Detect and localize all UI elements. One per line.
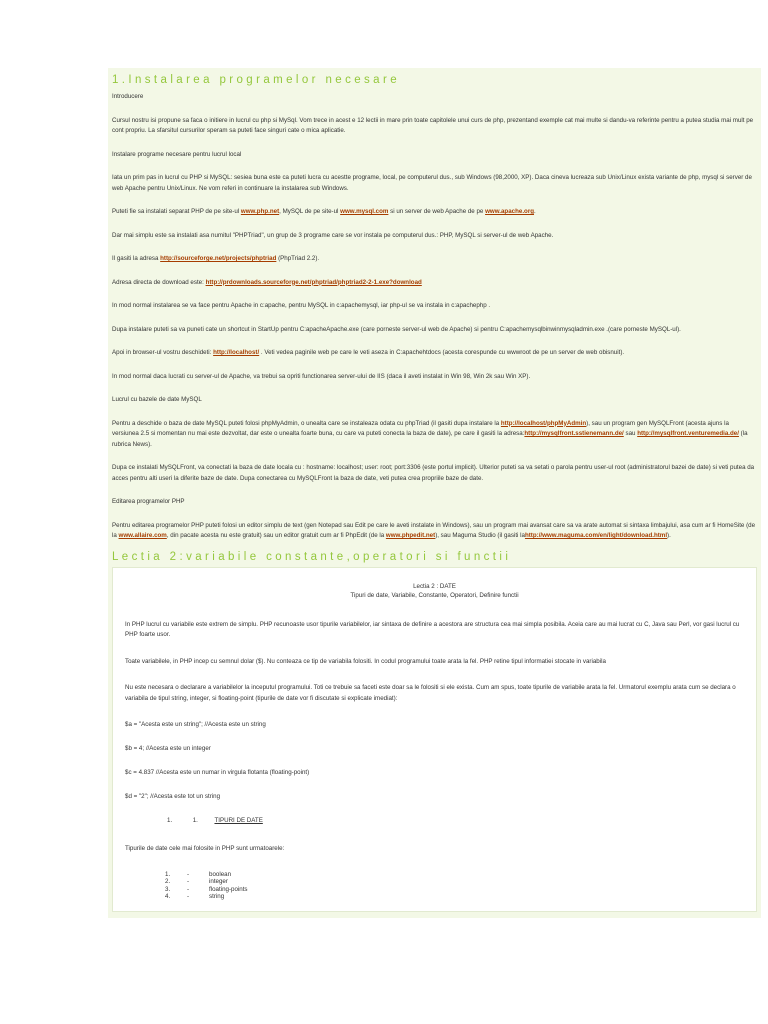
list-item-number: 2. [165,878,171,885]
link-mysqlfront-2[interactable]: http://mysqlfront.venturemedia.de/ [637,430,739,437]
list-item [165,893,744,901]
paragraph-after-install: Dupa instalare puteti sa va puneti cate un shortcut in StartUp pentru C:apacheApache.exe (care porneste server-ul web de Apache) si pentru C:apachemysqlbinwinmysqladmin.exe .(care porneste MySQL-ul). [112,325,681,333]
text: , MySQL de pe site-ul [279,208,341,215]
text: si un server de web Apache de pe [388,208,486,215]
lesson2-content [112,567,757,912]
paragraph-find [112,254,757,265]
text: Puteti fie sa instalati separat PHP de pe site-ul [112,208,241,215]
paragraph-variables: In PHP lucrul cu variabile este extrem de simplu. PHP recunoaste usor tipurile variabilelor, iar sintaxa de definire a acestora are structura cea mai simpla posibila. Aceia care au mai lucrat cu C, Java sau Perl, vor gasi lucrul cu PHP foarte usor. [125,620,740,638]
link-download[interactable]: http://prdownloads.sourceforge.net/phptriad/phptriad2-2-1.exe?download [205,278,422,286]
list-item-label: string [209,893,225,900]
paragraph-phpmyadmin [112,419,757,451]
section-lesson2-panel [108,567,761,918]
link-mysqlfront-1[interactable]: http://mysqlfront.sstienemann.de/ [524,430,624,437]
paragraph-simpler: Dar mai simplu este sa instalati asa numitul "PHPTriad", un grup de 3 programe care se vor instala pe computerul dus.: PHP, MySQL si server-ul de web Apache. [112,231,554,239]
list-item [165,871,744,879]
types-number-1: 1. [167,817,173,824]
paragraph-first-step: Iata un prim pas in lucrul cu PHP si MySQL: sesiea buna este ca puteti lucra cu acestte programe, local, pe computerul dus., sub Windows (98,2000, XP). Daca cineva lucreaza sub Unix/Linux exista variante de php, mysql si server de web Apache pentru Unix/Linux. Ne vom referi in continuare la instalarea sub Windows. [112,174,752,192]
paragraph-mysqlfront: Dupa ce instalati MySQLFront, va conectati la baza de date locala cu : hostname: localhost; user: root; port:3306 (este portul implicit). Ulterior puteti sa va setati o parola pentru user-ul root (administratorul bazei de date) si veti putea da acces pentru alti useri la diferite baze de date. Dupa conectarea cu MySQLFront la baza de date, veti putea crea propriile baze de date. [112,464,755,482]
paragraph-course: Cursul nostru isi propune sa faca o initiere in lucrul cu php si MySql. Vom trece in acest e 12 lectii in mare prin toate capitolele unui curs de php, prezentand exemple cat mai multe si dandu-va referinte pentru a putea studia mai mult pe cont propriu. La sfarsitul cursurilor speram sa puteti face singuri cate o mica aplicatie. [112,116,754,134]
lesson-title [125,582,744,600]
list-item [165,886,744,894]
intro-label: Introducere [112,93,144,100]
text: Pentru editarea programelor PHP puteti folosi un editor simplu de text (gen Notepad sau Edit pe care le aveti instalate in Windows), sau un program mai avansat care sa va arate automat si sintaxa limbajului, asa cum ar fi HomeSite (de la [112,521,756,539]
list-item-number: 3. [165,885,171,893]
list-item-dash: - [187,878,190,885]
link-localhost[interactable]: http://localhost/ [213,349,260,356]
code-line-a: $a = "Acesta este un string"; //Acesta este un string [125,721,266,728]
paragraph-editor [112,521,757,542]
link-apache-org[interactable]: www.apache.org [485,208,535,215]
install-label: Instalare programe necesare pentru lucrul local [112,150,242,158]
link-sourceforge-phptriad[interactable]: http://sourceforge.net/projects/phptriad [160,255,277,262]
link-phpedit[interactable]: www.phpedit.net [385,532,436,539]
link-phpmyadmin[interactable]: http://localhost/phpMyAdmin [500,419,587,427]
text: Il gasiti la adresa [112,255,161,262]
lesson-title-line1: Lectia 2 : DATE [413,582,456,590]
document-page [108,68,761,918]
link-mysql-com[interactable]: www.mysql.com [340,208,389,215]
types-number-2: 1. [192,817,198,824]
lesson-title-line2: Tipuri de date, Variabile, Constante, Operatori, Definire functii [350,591,519,599]
list-item-dash: - [187,893,190,900]
text: ), sau Maguma Studio (il gasiti la [435,532,525,539]
code-line-c: $c = 4.837 //Acesta este un numar in virgula flotanta (floating-point) [125,769,310,776]
code-line-d: $d = "2"; //Acesta este tot un string [125,793,221,800]
paragraph-separately [112,207,757,218]
paragraph-download [112,278,757,289]
list-item-dash: - [187,870,190,878]
list-item-label: boolean [209,870,232,878]
types-heading: TIPURI DE DATE [214,817,263,824]
list-item [165,878,744,886]
text: (la rubrica News). [112,430,748,448]
list-item-dash: - [187,885,190,893]
link-maguma[interactable]: http://www.maguma.com/en/light/download.html [524,532,668,539]
paragraph-normal: In mod normal instalarea se va face pentru Apache in c:apache, pentru MySQL in c:apachemysql, iar php-ul se va instala in c:apachephp . [112,302,491,309]
lesson2-heading: Lectia 2:variabile constante,operatori si functii [108,548,761,567]
text: Apoi in browser-ul vostru deschideti: [112,349,214,356]
link-php-net[interactable]: www.php.net [240,208,280,215]
list-item-number: 4. [165,893,171,900]
text: Adresa directa de download este: [112,278,206,286]
text: . Veti vedea paginile web pe care le veti aseza in C:apachehtdocs (acesta corespunde cu wwwroot de pe un server de web obisnuit). [259,349,625,356]
text: , din pacate acesta nu este gratuit) sau un editor gratuit cum ar fi PhpEdit (de la [166,532,386,539]
list-item-number: 1. [165,870,171,878]
text: Pentru a deschide o baza de date MySQL puteti folosi phpMyAdmin, o unealta care se instaleaza odata cu phpTriad (il gasiti dupa instalare la [112,419,501,427]
text: . [534,208,536,215]
types-intro: Tipurile de date cele mai folosite in PHP sunt urmatoarele: [125,845,285,852]
link-allaire[interactable]: www.allaire.com [118,532,167,539]
text: sau [623,430,638,437]
text: ), sau un program gen MySQLFront (acesta ajuns la versiunea 2.5 si momentan nu mai este dezvoltat, dar este o unealta foarte buna, cu care va puteti conecta la baza de date), pe care il gasiti la adresa: [112,419,729,437]
paragraph-browser [112,348,757,359]
paragraph-dollar: Toate variabilele, in PHP incep cu semnul dolar ($). Nu conteaza ce tip de variabila folositi. In codul programului toate arata la fel. PHP retine tipul informatiei stocate in variabila [125,657,606,665]
section-heading: 1.Instalarea programelor necesare [112,74,400,86]
text: (PhpTriad 2.2). [276,255,320,262]
editor-label: Editarea programelor PHP [112,498,185,505]
types-list [165,871,744,901]
section-installation [108,68,761,548]
db-label: Lucrul cu bazele de date MySQL [112,396,202,403]
types-heading-row [167,816,744,826]
text: ). [667,532,671,539]
paragraph-iis: In mod normal daca lucrati cu server-ul de Apache, va trebui sa opriti functionarea server-ului de IIS (daca il aveti instalat in Win 98, Win 2k sau Win XP). [112,372,531,380]
list-item-label: integer [209,878,228,885]
paragraph-declaration: Nu este necesara o declarare a variabilelor la inceputul programului. Toti ce trebuie sa faceti este doar sa le folositi si ele exista. Cum am spus, toate tipurile de variabile arata la fel. Urmatorul exemplu arata cum se declara o variabila de tipul string, integer, si floating-point (tipurile de date vor fi discutate si explicate imediat): [125,684,736,702]
code-line-b: $b = 4; //Acesta este un integer [125,745,211,752]
list-item-label: floating-points [209,885,248,893]
